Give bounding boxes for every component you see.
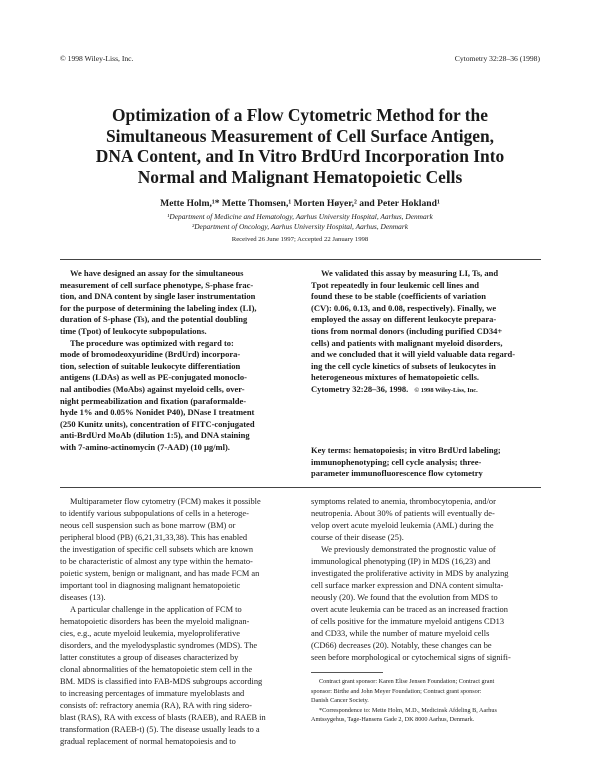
body-line: to increasing percentages of immature myeloblasts and [60, 689, 245, 698]
body-line: (CD66) decreases (20). Notably, these changes can be [311, 641, 492, 650]
body-line: BM. MDS is classified into FAB-MDS subgroups according [60, 677, 263, 686]
body-line: the investigation of specific cell subsets which are known [60, 545, 254, 554]
body-line: poietic system, benign or malignant, and has made FCM an [60, 569, 260, 578]
body-line: course of their disease (25). [311, 533, 404, 542]
abstract-citation: Cytometry 32:28–36, 1998. [311, 383, 409, 394]
abstract-line: found these to be stable (coefficients of variation [311, 291, 486, 302]
body-line: gradual replacement of normal hematopoiesis and to [60, 737, 236, 746]
title-line: Optimization of a Flow Cytometric Method for the [112, 105, 488, 125]
abstract-line: for the purpose of determining the labeling index (LI), [60, 302, 257, 313]
abstract-line: measurement of cell surface phenotype, S-phase frac- [60, 279, 254, 290]
abstract-line: (CV): 0.06, 0.13, and 0.08, respectively). Finally, we [311, 302, 497, 313]
body-left-column [60, 496, 266, 748]
body-line: We previously demonstrated the prognostic value of [321, 545, 496, 554]
abstract-left-column [60, 268, 257, 454]
journal-citation-header: Cytometry 32:28–36 (1998) [454, 54, 540, 63]
received-dates: Received 26 June 1997; Accepted 22 January 1998 [231, 236, 369, 243]
abstract-line: tion, selection of suitable leukocyte differentiation [60, 360, 241, 371]
abstract-line: (250 Kunitz units), concentration of FITC-conjugated [60, 418, 255, 429]
abstract-line: and we concluded that it will yield valuable data regard- [311, 349, 516, 360]
affiliation: ²Department of Oncology, Aarhus University Hospital, Aarhus, Denmark [192, 222, 408, 231]
abstract-line: nal antibodies (MoAbs) against myeloid cells, over- [60, 383, 245, 394]
abstract-line: with 7-amino-actinomycin (7-AAD) (10 µg/ml). [60, 441, 230, 452]
abstract-line: The procedure was optimized with regard to: [70, 337, 234, 348]
affiliation: ¹Department of Medicine and Hematology, Aarhus University Hospital, Aarhus, Denmark [167, 212, 433, 221]
divider [60, 259, 541, 260]
body-line: hematopoietic disorders has been the myeloid malignan- [60, 617, 250, 626]
article-title [40, 105, 560, 187]
title-line: Simultaneous Measurement of Cell Surface Antigen, [105, 125, 495, 146]
abstract-line: duration of S-phase (Ts), and the potential doubling [60, 314, 248, 325]
body-line: cell surface marker expression and DNA content simulta- [311, 581, 504, 590]
abstract-copyright: © 1998 Wiley-Liss, Inc. [414, 386, 478, 394]
body-line: symptoms related to anemia, thrombocytopenia, and/or [311, 497, 496, 506]
key-terms-line: Key terms: hematopoiesis; in vitro BrdUrd labeling; [311, 445, 501, 455]
abstract-line: hyde 1% and 0.05% Nonidet P40), DNase I treatment [60, 407, 255, 418]
body-line: immunological phenotyping (IP) in MDS (16,23) and [311, 557, 491, 566]
key-terms-line: immunophenotyping; cell cycle analysis; three- [311, 456, 482, 467]
body-line: clonal abnormalities of the hematopoietic stem cell in the [60, 665, 253, 674]
footnote-line: *Correspondence to: Mette Holm, M.D., Medicinsk Afdeling B, Aarhus [319, 706, 497, 714]
body-line: disorders, and the myelodysplastic syndromes (MDS). The [60, 641, 258, 650]
body-line: consists of: refractory anemia (RA), RA with ring sidero- [60, 701, 252, 710]
body-line: neutropenia. About 30% of patients will eventually de- [311, 509, 495, 518]
abstract-line: time (Tpot) of leukocyte subpopulations. [60, 325, 207, 336]
abstract-right-column [311, 268, 515, 397]
body-line: to be characteristic of almost any type within the hemato- [60, 557, 253, 566]
footnote-line: Contract grant sponsor: Karen Elise Jensen Foundation; Contract grant [319, 678, 495, 685]
abstract-line: tion, and DNA content by single laser instrumentation [60, 291, 256, 302]
body-line: cies, e.g., acute myeloid leukemia, myeloproliferative [60, 629, 240, 638]
body-line: to identify various subpopulations of cells in a heteroge- [60, 509, 249, 518]
body-line: latter constitutes a group of diseases characterized by [60, 653, 239, 662]
abstract-line: We have designed an assay for the simultaneous [70, 268, 244, 278]
body-line: peripheral blood (PB) (6,21,31,33,38). This has enabled [60, 533, 248, 542]
abstract-line: ing the cell cycle kinetics of subsets of leukocytes in [311, 360, 496, 371]
abstract-line: cells) and patients with malignant myeloid disorders, [311, 337, 503, 348]
abstract-line: Tpot repeatedly in four leukemic cell lines and [311, 279, 480, 290]
divider [60, 487, 541, 488]
abstract-line: antigens (LDAs) as well as PE-conjugated monoclo- [60, 372, 247, 383]
body-line: A particular challenge in the application of FCM to [70, 605, 242, 614]
key-terms [311, 445, 501, 480]
title-line: Normal and Malignant Hematopoietic Cells [137, 166, 463, 187]
abstract-line: night permeabilization and fixation (paraformalde- [60, 395, 247, 406]
footnotes [311, 677, 497, 725]
footnote-line: Amtssygehus, Tage-Hansens Gade 2, DK 8000 Aarhus, Denmark. [311, 716, 475, 724]
abstract-line: mode of bromodeoxyuridine (BrdUrd) incorpora- [60, 349, 241, 360]
body-line: diseases (13). [60, 593, 106, 602]
abstract-line: heterogeneous mixtures of hematopoietic cells. [311, 372, 479, 383]
body-line: of cells positive for the immature myeloid antigens CD13 [311, 617, 505, 626]
footnote-line: sponsor: Birthe and John Meyer Foundation; Contract grant sponsor: [311, 687, 482, 695]
abstract-line: employed the assay on different leukocyte prepara- [311, 314, 497, 325]
body-line: seen before morphological or cytochemical signs of signifi- [311, 653, 511, 662]
body-line: transformation (RAEB-t) (5). The disease usually leads to a [60, 725, 260, 734]
footnote-divider [311, 672, 383, 673]
body-line: investigated the proliferative activity in MDS by analyzing [311, 569, 509, 578]
body-line: neous cell suspension such as bone marrow (BM) or [60, 521, 236, 530]
citation-line [311, 384, 515, 397]
abstract-line: We validated this assay by measuring LI, Ts, and [321, 268, 499, 278]
body-line: and CD33, while the number of mature myeloid cells [311, 629, 490, 638]
author-list: Mette Holm,¹* Mette Thomsen,¹ Morten Høyer,² and Peter Hokland¹ [160, 198, 440, 209]
body-line: overt acute leukemia can be traced as an increased fraction [311, 605, 508, 614]
key-terms-line: parameter immunofluorescence flow cytometry [311, 468, 483, 479]
body-line: blast (RAS), RA with excess of blasts (RAEB), and RAEB in [60, 713, 266, 722]
body-line: important tool in diagnosing malignant hematopoietic [60, 581, 241, 590]
copyright-header: © 1998 Wiley-Liss, Inc. [60, 54, 134, 63]
abstract-line: anti-BrdUrd MoAb (dilution 1:5), and DNA staining [60, 430, 250, 441]
body-right-column [311, 496, 511, 664]
body-line: Multiparameter flow cytometry (FCM) makes it possible [70, 497, 261, 506]
title-line: DNA Content, and In Vitro BrdUrd Incorporation Into [95, 146, 505, 167]
abstract-line: tions from normal donors (including purified CD34+ [311, 325, 503, 336]
body-line: neously (20). We found that the evolution from MDS to [311, 593, 498, 602]
body-line: velop overt acute myeloid leukemia (AML) during the [311, 521, 494, 530]
footnote-line: Danish Cancer Society. [311, 697, 369, 705]
